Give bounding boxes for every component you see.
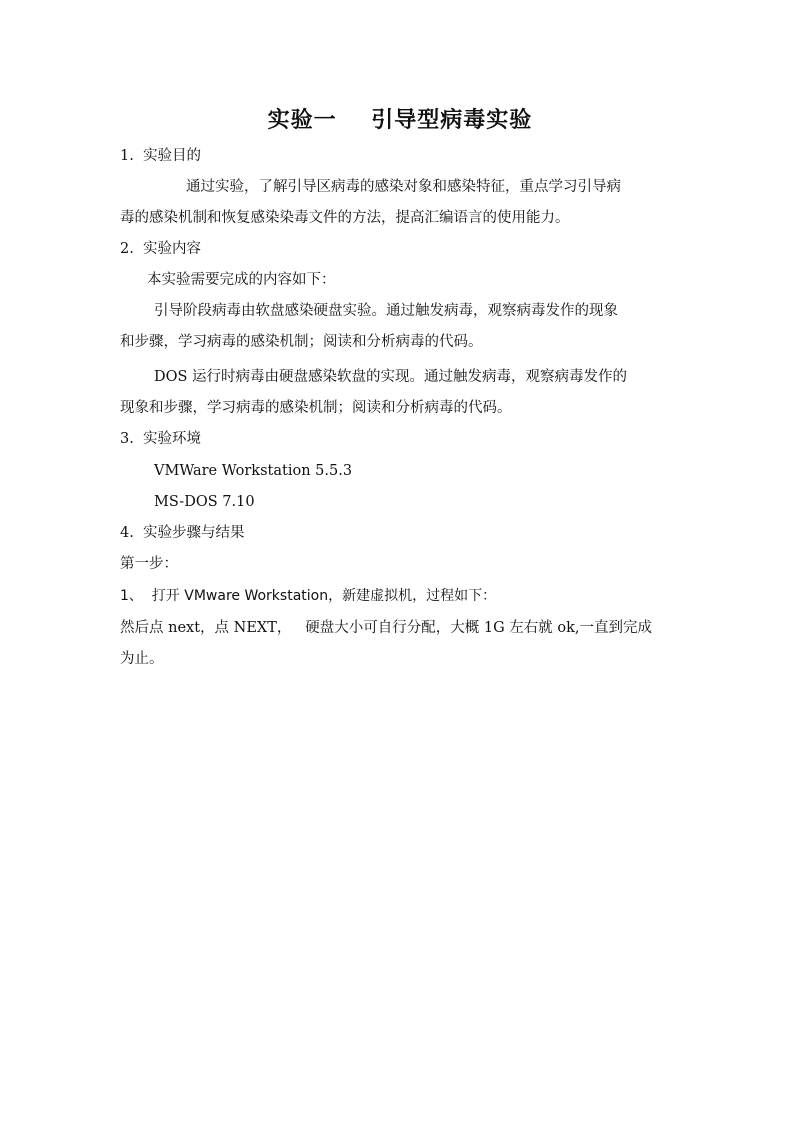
document-title: 实验一 引导型病毒实验 <box>267 108 533 133</box>
step-paragraph-line-1: 然后点 next，点 NEXT， 硬盘大小可自行分配，大概 1G 左右就 ok,一直到完成 <box>120 620 652 636</box>
environment-item-msdos: MS-DOS 7.10 <box>154 494 255 510</box>
step-item-1: 1、 打开 VMware Workstation，新建虚拟机，过程如下： <box>120 588 497 604</box>
section-2-heading: 2. 实验内容 <box>120 241 202 257</box>
section-2-paragraph-2-line-2: 现象和步骤，学习病毒的感染机制；阅读和分析病毒的代码。 <box>120 400 512 416</box>
section-2-paragraph-1-line-1: 引导阶段病毒由软盘感染硬盘实验。通过触发病毒，观察病毒发作的现象 <box>154 303 618 319</box>
section-4-heading: 4. 实验步骤与结果 <box>120 525 245 541</box>
section-2-paragraph-1-line-2: 和步骤，学习病毒的感染机制；阅读和分析病毒的代码。 <box>120 334 483 350</box>
section-2-intro: 本实验需要完成的内容如下： <box>147 272 336 288</box>
section-2-paragraph-2-line-1: DOS 运行时病毒由硬盘感染软盘的实现。通过触发病毒，观察病毒发作的 <box>154 369 628 385</box>
section-1-paragraph-line-2: 毒的感染机制和恢复感染染毒文件的方法，提高汇编语言的使用能力。 <box>120 210 570 226</box>
step-label: 第一步： <box>120 556 178 572</box>
step-paragraph-line-2: 为止。 <box>120 651 164 667</box>
section-1-heading: 1. 实验目的 <box>120 148 202 164</box>
section-3-heading: 3. 实验环境 <box>120 431 202 447</box>
section-1-paragraph-line-1: 通过实验，了解引导区病毒的感染对象和感染特征，重点学习引导病 <box>186 179 621 195</box>
environment-item-vmware: VMWare Workstation 5.5.3 <box>154 463 353 479</box>
